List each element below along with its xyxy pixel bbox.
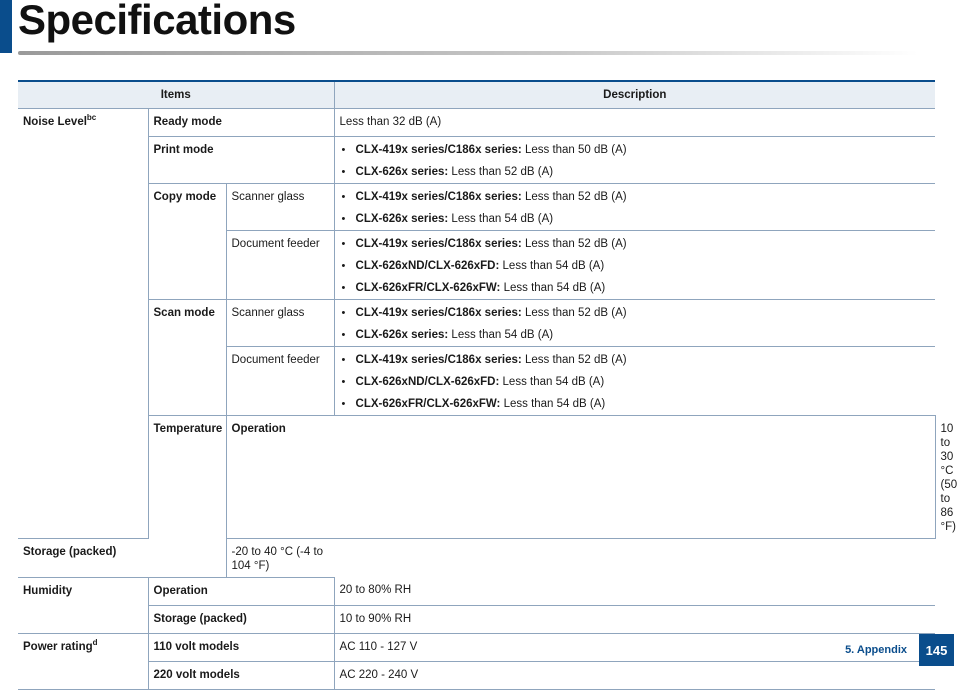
model-value: Less than 52 dB (A) <box>521 191 627 203</box>
model-value: Less than 52 dB (A) <box>521 307 627 319</box>
model-name: CLX-626xFR/CLX-626xFW: <box>355 398 501 410</box>
list-item <box>340 353 931 375</box>
power-110-label: 110 volt models <box>148 633 334 661</box>
model-name: CLX-419x series/C186x series: <box>355 354 522 366</box>
list-item <box>340 328 931 342</box>
copy-feeder-list <box>340 237 931 295</box>
copy-scanner-list <box>340 190 931 226</box>
power-110-value: AC 110 - 127 V <box>334 633 935 661</box>
model-name: CLX-419x series/C186x series: <box>355 144 522 156</box>
header-items: Items <box>18 81 334 109</box>
footer-section-label: 5. Appendix <box>845 644 907 656</box>
page-number: 145 <box>919 634 954 666</box>
ready-mode-label: Ready mode <box>148 109 334 137</box>
power-220-label: 220 volt models <box>148 661 334 689</box>
model-value: Less than 54 dB (A) <box>499 260 605 272</box>
copy-scanner-glass-value <box>334 184 935 231</box>
print-mode-label: Print mode <box>148 137 334 184</box>
model-name: CLX-626xND/CLX-626xFD: <box>355 376 500 388</box>
table-header-row <box>18 81 935 109</box>
item-temperature: Temperature <box>148 416 226 578</box>
item-humidity: Humidity <box>18 577 148 633</box>
power-rating-footnote: d <box>92 637 98 647</box>
model-name: CLX-626xND/CLX-626xFD: <box>355 260 500 272</box>
print-mode-list <box>340 143 931 179</box>
table-row <box>18 184 935 231</box>
power-rating-label: Power rating <box>23 640 93 653</box>
temperature-storage-label: Storage (packed) <box>18 538 226 577</box>
table-row <box>18 661 935 689</box>
temperature-storage-value: -20 to 40 °C (-4 to 104 °F) <box>226 538 334 577</box>
table-row <box>18 137 935 184</box>
print-mode-value <box>334 137 935 184</box>
model-value: Less than 54 dB (A) <box>500 398 606 410</box>
model-value: Less than 54 dB (A) <box>448 213 554 225</box>
humidity-storage-value: 10 to 90% RH <box>334 605 935 633</box>
ready-mode-value: Less than 32 dB (A) <box>334 109 935 137</box>
model-name: CLX-626x series: <box>355 166 449 178</box>
model-name: CLX-626xFR/CLX-626xFW: <box>355 282 501 294</box>
scan-feeder-list <box>340 353 931 411</box>
copy-scanner-glass-label: Scanner glass <box>226 184 334 231</box>
power-220-value: AC 220 - 240 V <box>334 661 935 689</box>
list-item <box>340 375 931 397</box>
noise-level-label: Noise Level <box>23 116 87 128</box>
noise-level-footnote: bc <box>86 113 97 123</box>
table-row <box>18 605 935 633</box>
list-item <box>340 306 931 328</box>
humidity-storage-label: Storage (packed) <box>148 605 334 633</box>
item-power-rating <box>18 633 148 689</box>
copy-document-feeder-value <box>334 231 935 300</box>
model-value: Less than 54 dB (A) <box>499 376 605 388</box>
list-item <box>340 397 931 411</box>
list-item <box>340 190 931 212</box>
scan-scanner-list <box>340 306 931 342</box>
title-divider <box>18 51 918 55</box>
table-row <box>18 538 935 577</box>
model-value: Less than 54 dB (A) <box>500 282 606 294</box>
temperature-operation-label: Operation <box>226 416 935 539</box>
scan-scanner-glass-label: Scanner glass <box>226 300 334 347</box>
humidity-operation-label: Operation <box>148 577 334 605</box>
list-item <box>340 237 931 259</box>
table-row: Temperature Operation 10 to 30 °C (50 to 86 °F) <box>18 416 935 539</box>
table-row <box>18 577 935 605</box>
table-row <box>18 300 935 347</box>
model-value: Less than 52 dB (A) <box>448 166 554 178</box>
model-value: Less than 50 dB (A) <box>521 144 627 156</box>
list-item <box>340 259 931 281</box>
scan-document-feeder-value <box>334 347 935 416</box>
header-description: Description <box>334 81 935 109</box>
table-row <box>18 633 935 661</box>
scan-mode-label: Scan mode <box>148 300 226 416</box>
model-value: Less than 54 dB (A) <box>448 329 554 341</box>
model-name: CLX-626x series: <box>355 329 449 341</box>
copy-document-feeder-label: Document feeder <box>226 231 334 300</box>
page-title: Specifications <box>18 0 296 43</box>
model-name: CLX-419x series/C186x series: <box>355 191 522 203</box>
model-value: Less than 52 dB (A) <box>521 354 627 366</box>
humidity-operation-value: 20 to 80% RH <box>334 577 935 605</box>
list-item <box>340 165 931 179</box>
list-item <box>340 281 931 295</box>
model-name: CLX-419x series/C186x series: <box>355 238 522 250</box>
copy-mode-label: Copy mode <box>148 184 226 300</box>
header-accent-bar <box>0 0 12 53</box>
scan-scanner-glass-value <box>334 300 935 347</box>
model-name: CLX-626x series: <box>355 213 449 225</box>
model-value: Less than 52 dB (A) <box>521 238 627 250</box>
scan-document-feeder-label: Document feeder <box>226 347 334 416</box>
list-item <box>340 143 931 165</box>
item-noise-level <box>18 109 148 539</box>
table-row <box>18 109 935 137</box>
list-item <box>340 212 931 226</box>
model-name: CLX-419x series/C186x series: <box>355 307 522 319</box>
